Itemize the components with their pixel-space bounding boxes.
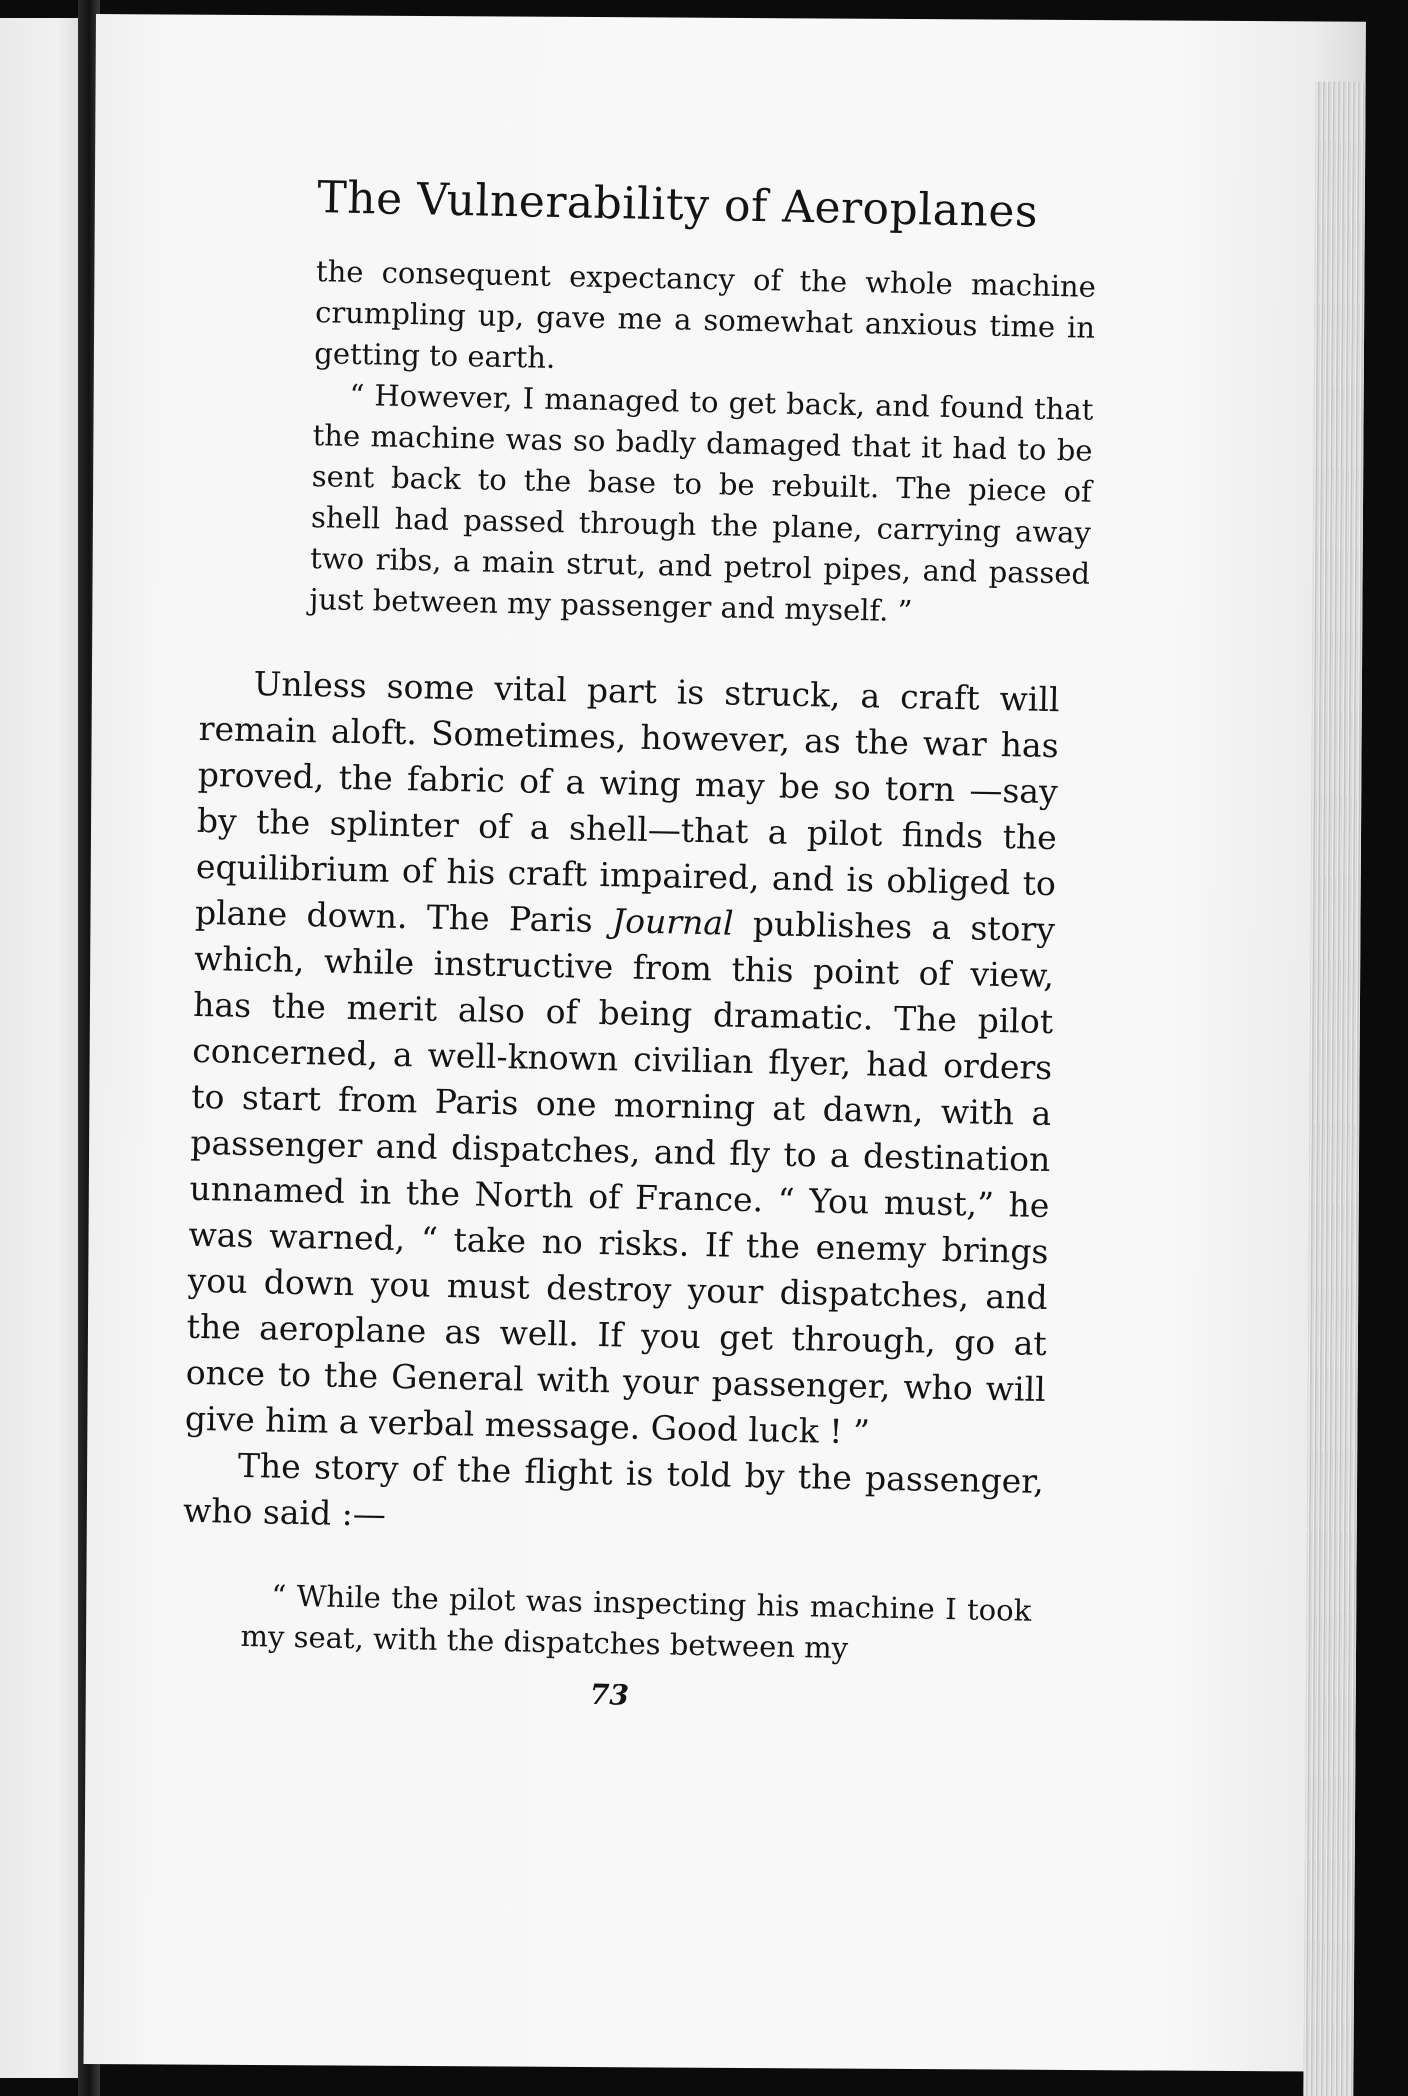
body-paragraph: The story of the flight is told by the passenger, who said :— bbox=[182, 1445, 1045, 1534]
quote-paragraph: the consequent expectancy of the whole machine crumpling up, gave me a somewhat anxious time in getting to earth. bbox=[314, 254, 1097, 375]
body-text-run: Unless some vital part is struck, a craft will remain aloft. Sometimes, however, as the war has proved, the fabric of a wing may be so torn —say by the splinter of a shell—that a pilot finds the equilibrium of his craft impaired, and is obliged to plane down. The Paris bbox=[194, 663, 1060, 941]
block-quote-passenger bbox=[240, 1575, 1031, 1673]
quote-paragraph: “ However, I managed to get back, and found that the machine was so badly damaged that it had to be sent back to the base to be rebuilt. The piece of shell had passed through the plane, carrying away two ribs, a main strut, and petrol pipes, and passed just between my passenger and myself. ” bbox=[309, 377, 1094, 629]
journal-title: Journal bbox=[611, 901, 734, 943]
body-text-run: publishes a story which, while instructive from this point of view, has the merit also of being dramatic. The pilot concerned, a well-known civilian flyer, had orders to start from Paris one morning at dawn, with a passenger and dispatches, and fly to a destination unnamed in the North of France. “ You must,” he was warned, “ take no risks. If the enemy brings you down you must destroy your dispatches, and the aeroplane as well. If you get through, go at once to the General with your passenger, who will give him a verbal message. Good luck ! ” bbox=[184, 903, 1056, 1452]
block-quote bbox=[309, 251, 1096, 636]
page-stack-edges bbox=[1303, 81, 1365, 2096]
page-number: 73 bbox=[589, 1677, 630, 1712]
quote-paragraph: “ While the pilot was inspecting his machine I took my seat, with the dispatches between my bbox=[240, 1578, 1032, 1666]
left-page-edge bbox=[0, 18, 82, 2078]
running-head: The Vulnerability of Aeroplanes bbox=[316, 172, 1039, 238]
page-content bbox=[179, 170, 1098, 1721]
body-paragraph bbox=[184, 660, 1060, 1459]
body-text bbox=[183, 660, 1060, 1551]
